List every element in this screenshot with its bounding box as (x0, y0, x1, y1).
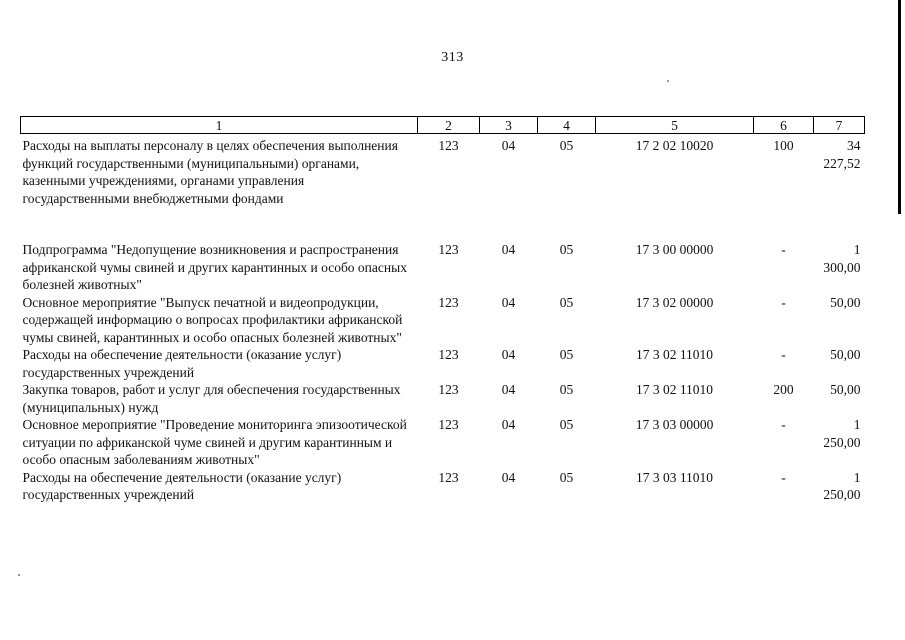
table-row (21, 294, 865, 347)
row-code-3: 04 (501, 294, 516, 310)
row-code-5: 17 3 00 00000 (635, 242, 714, 257)
page-edge-bar (898, 0, 901, 214)
row-code-6: - (781, 469, 786, 485)
row-code-4: 05 (559, 382, 574, 397)
row-name: Закупка товаров, работ и услуг для обеспечения государственных (муниципальных) нужд (22, 382, 401, 415)
row-code-2: 123 (438, 294, 459, 310)
row-name: Расходы на выплаты персоналу в целях обеспечения выполнения функций государственными (муниципальными) органами, казенными учреждениями, органами управления государственными внебюджетными фондами (22, 138, 398, 206)
row-amount: 50,00 (830, 382, 861, 397)
row-code-4: 05 (559, 469, 574, 485)
row-code-3: 04 (501, 138, 516, 153)
table-row (21, 416, 865, 469)
row-code-6: - (781, 347, 786, 362)
row-code-5: 17 2 02 10020 (635, 138, 714, 153)
header-col-2: 2 (418, 117, 480, 134)
row-code-2: 123 (438, 382, 459, 397)
row-code-5: 17 3 02 11010 (635, 347, 714, 362)
table-header (21, 117, 865, 134)
row-amount: 34 227,52 (823, 138, 861, 171)
table-row (21, 241, 865, 294)
scan-artifact (667, 80, 669, 82)
header-col-3: 3 (480, 117, 538, 134)
row-code-6: 100 (773, 138, 794, 153)
row-amount: 1 250,00 (823, 469, 861, 502)
row-code-2: 123 (438, 242, 459, 257)
row-code-2: 123 (438, 347, 459, 362)
row-code-5: 17 3 03 11010 (635, 469, 714, 485)
table-body (21, 134, 865, 504)
row-name: Основное мероприятие "Проведение мониторинга эпизоотической ситуации по африканской чуме свиней и другим карантинным и особо опасным заболеваниям животных" (22, 417, 407, 467)
row-code-2: 123 (438, 469, 459, 485)
row-amount: 1 300,00 (823, 242, 861, 275)
row-code-2: 123 (438, 417, 459, 432)
header-col-4: 4 (538, 117, 596, 134)
row-name: Расходы на обеспечение деятельности (оказание услуг) государственных учреждений (22, 347, 342, 380)
row-code-4: 05 (559, 347, 574, 362)
table-row (21, 469, 865, 504)
row-name: Расходы на обеспечение деятельности (оказание услуг) государственных учреждений (22, 469, 342, 502)
row-code-6: - (781, 294, 786, 310)
row-code-6: - (781, 417, 786, 432)
scan-artifact (18, 574, 20, 576)
row-code-2: 123 (438, 138, 459, 153)
row-code-4: 05 (559, 242, 574, 257)
header-col-7: 7 (814, 117, 865, 134)
row-name: Основное мероприятие "Выпуск печатной и видеопродукции, содержащей информацию о вопросах профилактики африканской чумы свиней, карантинных и особо опасных болезней животных" (22, 294, 403, 345)
row-code-3: 04 (501, 417, 516, 432)
row-code-4: 05 (559, 294, 574, 310)
row-amount: 50,00 (830, 294, 861, 310)
row-amount: 1 250,00 (823, 417, 861, 450)
table-row (21, 346, 865, 381)
header-col-5: 5 (596, 117, 754, 134)
row-code-4: 05 (559, 138, 574, 153)
page-number: 313 (441, 50, 464, 65)
row-amount: 50,00 (830, 347, 861, 362)
row-code-5: 17 3 02 00000 (635, 294, 714, 310)
header-col-1: 1 (21, 117, 418, 134)
budget-table (20, 116, 865, 504)
row-code-4: 05 (559, 417, 574, 432)
row-code-3: 04 (501, 382, 516, 397)
row-code-5: 17 3 03 00000 (635, 417, 714, 432)
row-code-6: 200 (773, 382, 794, 397)
row-code-5: 17 3 02 11010 (635, 382, 714, 397)
row-code-3: 04 (501, 347, 516, 362)
header-col-6: 6 (754, 117, 814, 134)
table-row (21, 381, 865, 416)
row-code-6: - (781, 242, 786, 257)
row-name: Подпрограмма "Недопущение возникновения и распространения африканской чумы свиней и других карантинных и особо опасных болезней животных" (22, 242, 407, 292)
table-row (21, 134, 865, 242)
row-code-3: 04 (501, 469, 516, 485)
row-code-3: 04 (501, 242, 516, 257)
